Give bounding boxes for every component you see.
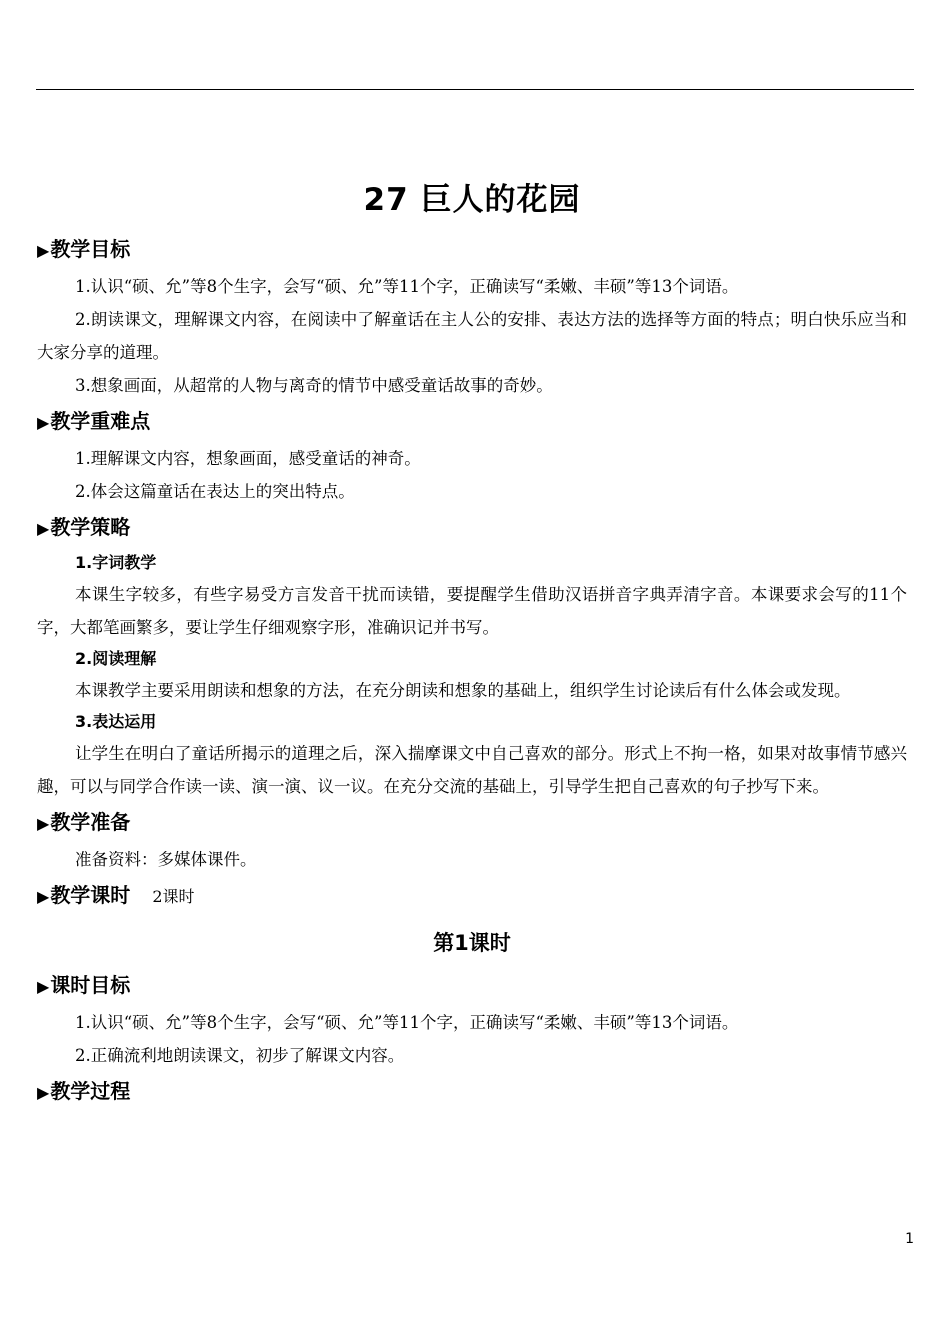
key-point-item-2: 2.体会这篇童话在表达上的突出特点。 [75, 482, 355, 501]
lesson-title: 第1课时 [433, 931, 511, 955]
section-heading-text: 教学课时 [50, 883, 131, 907]
page-number: 1 [905, 1231, 914, 1247]
strategy-title-3: 3.表达运用 [75, 712, 157, 731]
strategy-title-2: 2.阅读理解 [75, 649, 157, 668]
page-title: 27 巨人的花园 [363, 182, 581, 218]
strategy-text-3: 让学生在明白了童话所揭示的道理之后，深入揣摩课文中自己喜欢的部分。形式上不拘一格，如果对故事情节感兴趣，可以与同学合作读一读、演一演、议一议。在充分交流的基础上，引导学生把自己喜欢的句子抄写下来。 [37, 744, 907, 796]
section-heading-goals [37, 236, 907, 262]
triangle-marker-icon: ▶ [37, 241, 50, 260]
triangle-marker-icon: ▶ [37, 413, 50, 432]
section-heading-hours [37, 882, 907, 908]
preparation-text: 准备资料：多媒体课件。 [75, 850, 257, 869]
goal-item-1: 1.认识“硕、允”等8个生字，会写“硕、允”等11个字，正确读写“柔嫩、丰硕”等13个词语。 [75, 277, 739, 296]
section-heading-text: 教学重难点 [50, 409, 151, 433]
goal-item-3: 3.想象画面，从超常的人物与离奇的情节中感受童话故事的奇妙。 [75, 376, 553, 395]
triangle-marker-icon: ▶ [37, 519, 50, 538]
key-point-item-1: 1.理解课文内容，想象画面，感受童话的神奇。 [75, 449, 421, 468]
strategy-title-1: 1.字词教学 [75, 553, 157, 572]
strategy-text-1: 本课生字较多，有些字易受方言发音干扰而读错，要提醒学生借助汉语拼音字典弄清字音。本课要求会写的11个字，大都笔画繁多，要让学生仔细观察字形，准确识记并书写。 [37, 585, 907, 637]
section-heading-text: 课时目标 [50, 973, 131, 997]
triangle-marker-icon: ▶ [37, 1083, 50, 1102]
goal-item-2: 2.朗读课文，理解课文内容，在阅读中了解童话在主人公的安排、表达方法的选择等方面的特点；明白快乐应当和大家分享的道理。 [37, 310, 907, 362]
section-heading-text: 教学策略 [50, 515, 131, 539]
section-heading-text: 教学准备 [50, 810, 131, 834]
lesson-goal-item-2: 2.正确流利地朗读课文，初步了解课文内容。 [75, 1046, 405, 1065]
header-rule [36, 89, 914, 90]
section-heading-strategies [37, 514, 907, 540]
lesson-goal-item-1: 1.认识“硕、允”等8个生字，会写“硕、允”等11个字，正确读写“柔嫩、丰硕”等13个词语。 [75, 1013, 739, 1032]
strategy-text-2: 本课教学主要采用朗读和想象的方法，在充分朗读和想象的基础上，组织学生讨论读后有什么体会或发现。 [75, 681, 851, 700]
section-heading-key-points [37, 408, 907, 434]
section-heading-process [37, 1078, 907, 1104]
section-heading-preparation [37, 809, 907, 835]
hours-value: 2课时 [152, 887, 195, 906]
document-body [37, 178, 907, 1112]
triangle-marker-icon: ▶ [37, 814, 50, 833]
section-heading-lesson-goals [37, 972, 907, 998]
triangle-marker-icon: ▶ [37, 887, 50, 906]
section-heading-text: 教学过程 [50, 1079, 131, 1103]
triangle-marker-icon: ▶ [37, 977, 50, 996]
section-heading-text: 教学目标 [50, 237, 131, 261]
